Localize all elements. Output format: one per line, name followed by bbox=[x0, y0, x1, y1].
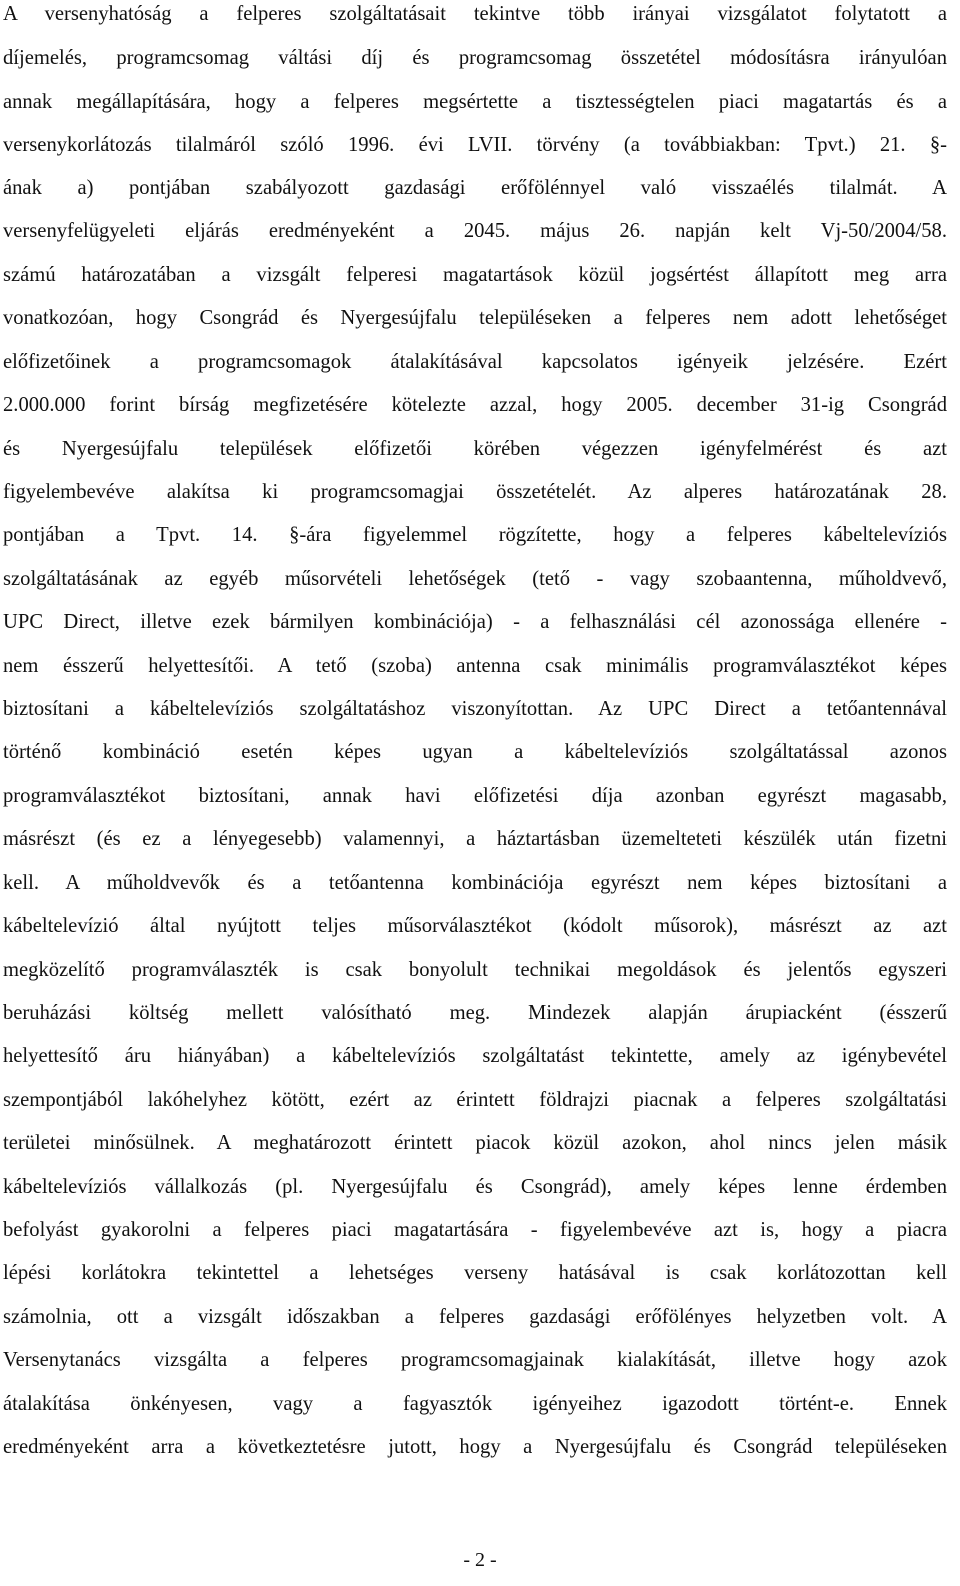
text-line: ának a) pontjában szabályozott gazdasági erőfölénnyel való visszaélés tilalmát. A bbox=[3, 177, 947, 199]
text-line: eredményeként arra a következtetésre jutott, hogy a Nyergesújfalu és Csongrád településeken bbox=[3, 1436, 947, 1458]
text-line: programválasztékot biztosítani, annak havi előfizetési díja azonban egyrészt magasabb, bbox=[3, 785, 947, 807]
text-line: kábeltelevízió által nyújtott teljes műsorválasztékot (kódolt műsorok), másrészt az azt bbox=[3, 915, 947, 937]
text-line: versenykorlátozás tilalmáról szóló 1996. évi LVII. törvény (a továbbiakban: Tpvt.) 21. §- bbox=[3, 134, 947, 156]
text-line: szolgáltatásának az egyéb műsorvételi lehetőségek (tető - vagy szobaantenna, műholdvevő, bbox=[3, 568, 947, 590]
text-line: helyettesítő áru hiányában) a kábeltelevíziós szolgáltatást tekintette, amely az igénybevétel bbox=[3, 1045, 947, 1067]
text-line: számolnia, ott a vizsgált időszakban a felperes gazdasági erőfölényes helyzetben volt. A bbox=[3, 1306, 947, 1328]
text-line: pontjában a Tpvt. 14. §-ára figyelemmel rögzítette, hogy a felperes kábeltelevíziós bbox=[3, 524, 947, 546]
text-line: Versenytanács vizsgálta a felperes programcsomagjainak kialakítását, illetve hogy azok bbox=[3, 1349, 947, 1371]
text-line: díjemelés, programcsomag váltási díj és programcsomag összetétel módosításra irányulóan bbox=[3, 47, 947, 69]
text-line: annak megállapítására, hogy a felperes megsértette a tisztességtelen piaci magatartás és a bbox=[3, 91, 947, 113]
text-line: figyelembevéve alakítsa ki programcsomagjai összetételét. Az alperes határozatának 28. bbox=[3, 481, 947, 503]
text-line: lépési korlátokra tekintettel a lehetséges verseny hatásával is csak korlátozottan kell bbox=[3, 1262, 947, 1284]
text-line: 2.000.000 forint bírság megfizetésére kötelezte azzal, hogy 2005. december 31-ig Csongrád bbox=[3, 394, 947, 416]
text-line: befolyást gyakorolni a felperes piaci magatartására - figyelembevéve azt is, hogy a piacra bbox=[3, 1219, 947, 1241]
text-line: beruházási költség mellett valósítható meg. Mindezek alapján árupiacként (ésszerű bbox=[3, 1002, 947, 1024]
text-line: A versenyhatóság a felperes szolgáltatásait tekintve több irányai vizsgálatot folytatott a bbox=[3, 3, 947, 25]
text-line: történő kombináció esetén képes ugyan a kábeltelevíziós szolgáltatással azonos bbox=[3, 741, 947, 763]
text-line: kábeltelevíziós vállalkozás (pl. Nyergesújfalu és Csongrád), amely képes lenne érdemben bbox=[3, 1176, 947, 1198]
text-line: területei minősülnek. A meghatározott érintett piacok közül azokon, ahol nincs jelen másik bbox=[3, 1132, 947, 1154]
text-line: nem ésszerű helyettesítői. A tető (szoba) antenna csak minimális programválasztékot képes bbox=[3, 655, 947, 677]
text-line: versenyfelügyeleti eljárás eredményeként a 2045. május 26. napján kelt Vj-50/2004/58. bbox=[3, 220, 947, 242]
text-line: előfizetőinek a programcsomagok átalakításával kapcsolatos igényeik jelzésére. Ezért bbox=[3, 351, 947, 373]
text-line: UPC Direct, illetve ezek bármilyen kombinációja) - a felhasználási cél azonossága ellenére - bbox=[3, 611, 947, 633]
text-line: szempontjából lakóhelyhez kötött, ezért az érintett földrajzi piacnak a felperes szolgáltatási bbox=[3, 1089, 947, 1111]
text-line: biztosítani a kábeltelevíziós szolgáltatáshoz viszonyítottan. Az UPC Direct a tetőantennával bbox=[3, 698, 947, 720]
text-line: másrészt (és ez a lényegesebb) valamennyi, a háztartásban üzemelteteti készülék után fizetni bbox=[3, 828, 947, 850]
text-line: vonatkozóan, hogy Csongrád és Nyergesújfalu településeken a felperes nem adott lehetőséget bbox=[3, 307, 947, 329]
page-number: - 2 - bbox=[463, 1549, 497, 1571]
text-line: átalakítása önkényesen, vagy a fagyasztók igényeihez igazodott történt-e. Ennek bbox=[3, 1393, 947, 1415]
text-line: kell. A műholdvevők és a tetőantenna kombinációja egyrészt nem képes biztosítani a bbox=[3, 872, 947, 894]
text-line: megközelítő programválaszték is csak bonyolult technikai megoldások és jelentős egyszeri bbox=[3, 959, 947, 981]
text-line: és Nyergesújfalu települések előfizetői körében végezzen igényfelmérést és azt bbox=[3, 438, 947, 460]
text-line: számú határozatában a vizsgált felperesi magatartások közül jogsértést állapított meg arra bbox=[3, 264, 947, 286]
